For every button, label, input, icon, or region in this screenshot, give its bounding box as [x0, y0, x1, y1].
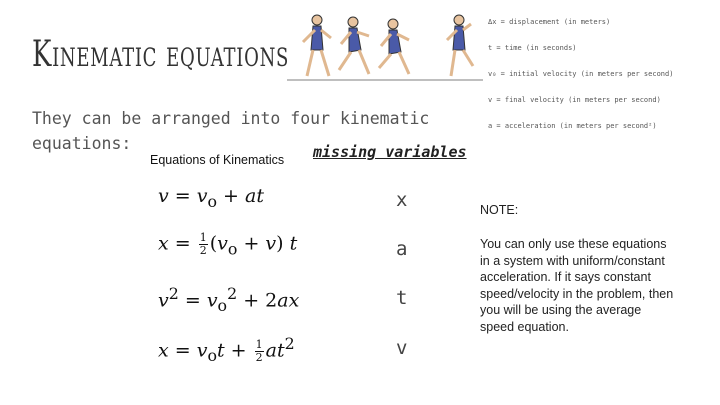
equations-title: Equations of Kinematics [150, 153, 285, 167]
equation-2: x = $\frac{1}{2}$ $(v_o + v)$ t [158, 231, 298, 259]
runner-sequence-image [285, 10, 485, 90]
legend-item-time: t = time (in seconds) [488, 44, 577, 52]
intro-text: They can be arranged into four kinematic equations: [32, 109, 430, 153]
equation-4: $x = v_ot$ + $\frac{1}{2}$ $at^2$ [158, 334, 295, 366]
slide-title: Kinematic equations [32, 34, 290, 75]
missing-variables-header: missing variables [313, 143, 467, 161]
missing-variable-3: t [396, 287, 408, 309]
equation-1: $v = v_o$ + at [158, 185, 264, 211]
missing-variable-1: x [396, 189, 408, 211]
legend-item-initial-velocity: v₀ = initial velocity (in meters per second) [488, 70, 674, 78]
missing-variable-4: v [396, 337, 408, 359]
legend-item-displacement: Δx = displacement (in meters) [488, 18, 611, 26]
legend-item-acceleration: a = acceleration (in meters per second²) [488, 122, 657, 130]
note-body: You can only use these equations in a system with uniform/constant acceleration. If it says constant speed/velocity in the problem, then you will be using the average speed equation. [480, 237, 674, 334]
legend-item-final-velocity: v = final velocity (in meters per second) [488, 96, 661, 104]
equation-3: $v^2 = v_o^2 + 2ax$ [158, 284, 300, 316]
note-title: NOTE: [480, 203, 519, 217]
missing-variable-2: a [396, 238, 408, 260]
